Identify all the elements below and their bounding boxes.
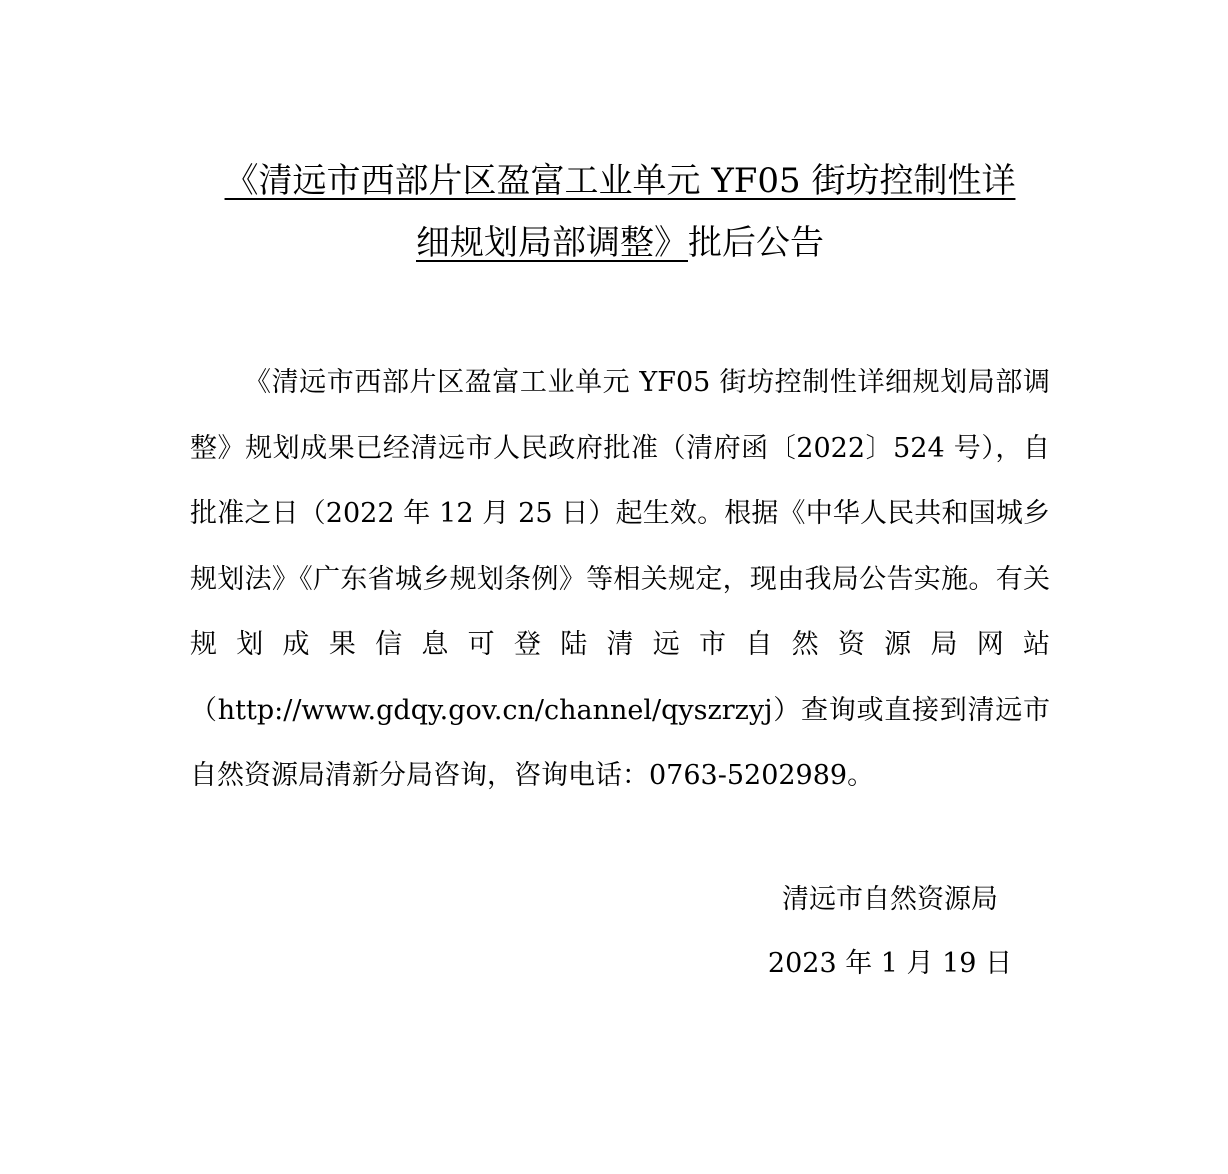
issue-date: 2023 年 1 月 19 日 — [767, 948, 1013, 979]
title-line-2 — [180, 212, 1060, 274]
title-line-2-underlined: 细规划局部调整》 — [416, 223, 688, 263]
title-line-1: 《清远市西部片区盈富工业单元 YF05 街坊控制性详 — [224, 161, 1016, 201]
announcement-body: 《清远市西部片区盈富工业单元 YF05 街坊控制性详细规划局部调整》规划成果已经清远市人民政府批准（清府函〔2022〕524 号），自批准之日（2022 年 12 月 25 日）起生效。根据《中华人民共和国城乡规划法》《广东省城乡规划条例》等相关规定，现由我局公告实施。有关规划成果信息可登陆清远市自然资源局网站（http://www.gdqy.gov.cn/channel/qyszrzyj）查询或直接到清远市自然资源局清新分局咨询，咨询电话：0763-5202989。 — [190, 367, 1050, 791]
signature-block — [740, 868, 1040, 996]
title-line-2-rest: 批后公告 — [688, 223, 824, 263]
issuer-name: 清远市自然资源局 — [782, 884, 998, 915]
document-title — [180, 150, 1060, 274]
